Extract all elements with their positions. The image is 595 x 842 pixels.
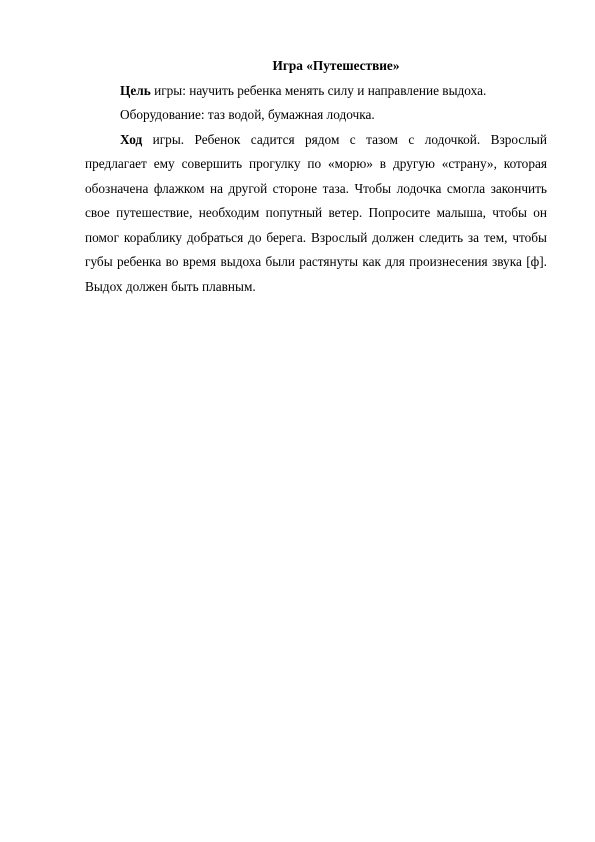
goal-text: игры: научить ребенка менять силу и направление выдоха. [150,82,487,98]
equipment-paragraph: Оборудование: таз водой, бумажная лодочка. [120,107,375,122]
procedure-paragraph [85,128,547,300]
document-title: Игра «Путешествие» [272,58,400,73]
procedure-label: Ход [120,131,143,147]
goal-paragraph [85,79,547,104]
document-body [85,54,547,299]
goal-label: Цель [120,82,151,98]
procedure-text: игры. Ребенок садится рядом с тазом с лодочкой. Взрослый предлагает ему совершить прогулку по «морю» в другую «страну», которая обозначена флажком на другой стороне таза. Чтобы лодочка смогла закончить свое путешествие, необходим попутный ветер. Попросите малыша, чтобы он помог кораблику добраться до берега. Взрослый должен следить за тем, чтобы губы ребенка во время выдоха были растянуты как для произнесения звука [ф]. Выдох должен быть плавным. [85,131,547,294]
